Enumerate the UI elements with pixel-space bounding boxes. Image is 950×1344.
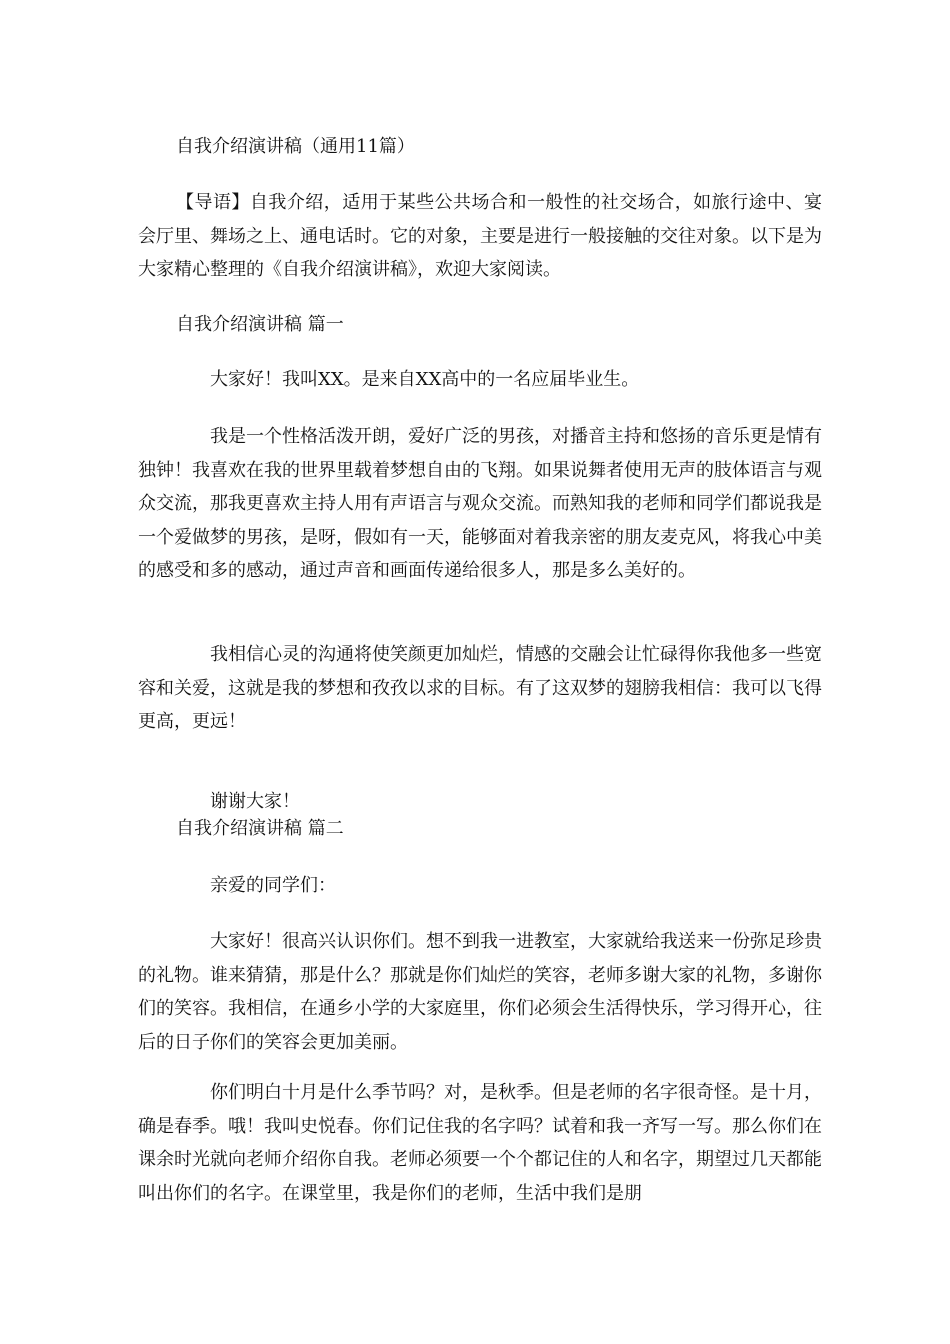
section1-paragraph-1: 大家好！我叫XX。是来自XX高中的一名应届毕业生。 (210, 369, 640, 390)
section1-paragraph-4: 谢谢大家！ (210, 791, 300, 812)
section1-paragraph-3: 我相信心灵的沟通将使笑颜更加灿烂，情感的交融会让忙碌得你我他多一些宽容和关爱，这就是我的梦想和孜孜以求的目标。有了这双梦的翅膀我相信：我可以飞得更高，更远！ (138, 644, 822, 732)
section1-paragraph-2: 我是一个性格活泼开朗，爱好广泛的男孩，对播音主持和悠扬的音乐更是情有独钟！我喜欢在我的世界里载着梦想自由的飞翔。如果说舞者使用无声的肢体语言与观众交流，那我更喜欢主持人用有声语言与观众交流。而熟知我的老师和同学们都说我是一个爱做梦的男孩，是呀，假如有一天，能够面对着我亲密的朋友麦克风，将我心中美的感受和多的感动，通过声音和画面传递给很多人，那是多么美好的。 (138, 426, 822, 581)
section2-paragraph-1: 亲爱的同学们： (210, 875, 336, 896)
section-heading-1: 自我介绍演讲稿 篇一 (176, 314, 344, 335)
section2-block-3 (138, 1076, 822, 1210)
section2-block-2 (138, 925, 822, 1059)
section2-paragraph-3: 你们明白十月是什么季节吗？对，是秋季。但是老师的名字很奇怪。是十月，确是春季。哦！我叫史悦春。你们记住我的名字吗？试着和我一齐写一写。那么你们在课余时光就向老师介绍你自我。老师必须要一个个都记住的人和名字，期望过几天都能叫出你们的名字。在课堂里，我是你们的老师，生活中我们是朋 (138, 1082, 822, 1204)
section-heading-2: 自我介绍演讲稿 篇二 (176, 818, 344, 839)
document-title: 自我介绍演讲稿（通用11篇） (176, 136, 415, 157)
intro-block (138, 186, 822, 287)
section2-paragraph-2: 大家好！很高兴认识你们。想不到我一进教室，大家就给我送来一份弥足珍贵的礼物。谁来猜猜，那是什么？那就是你们灿烂的笑容，老师多谢大家的礼物，多谢你们的笑容。我相信，在通乡小学的大家庭里，你们必须会生活得快乐，学习得开心，往后的日子你们的笑容会更加美丽。 (138, 931, 822, 1053)
intro-paragraph: 【导语】自我介绍，适用于某些公共场合和一般性的社交场合，如旅行途中、宴会厅里、舞场之上、通电话时。它的对象，主要是进行一般接触的交往对象。以下是为大家精心整理的《自我介绍演讲稿》，欢迎大家阅读。 (138, 192, 822, 280)
section1-block-2 (138, 420, 822, 588)
section1-block-3 (138, 638, 822, 739)
